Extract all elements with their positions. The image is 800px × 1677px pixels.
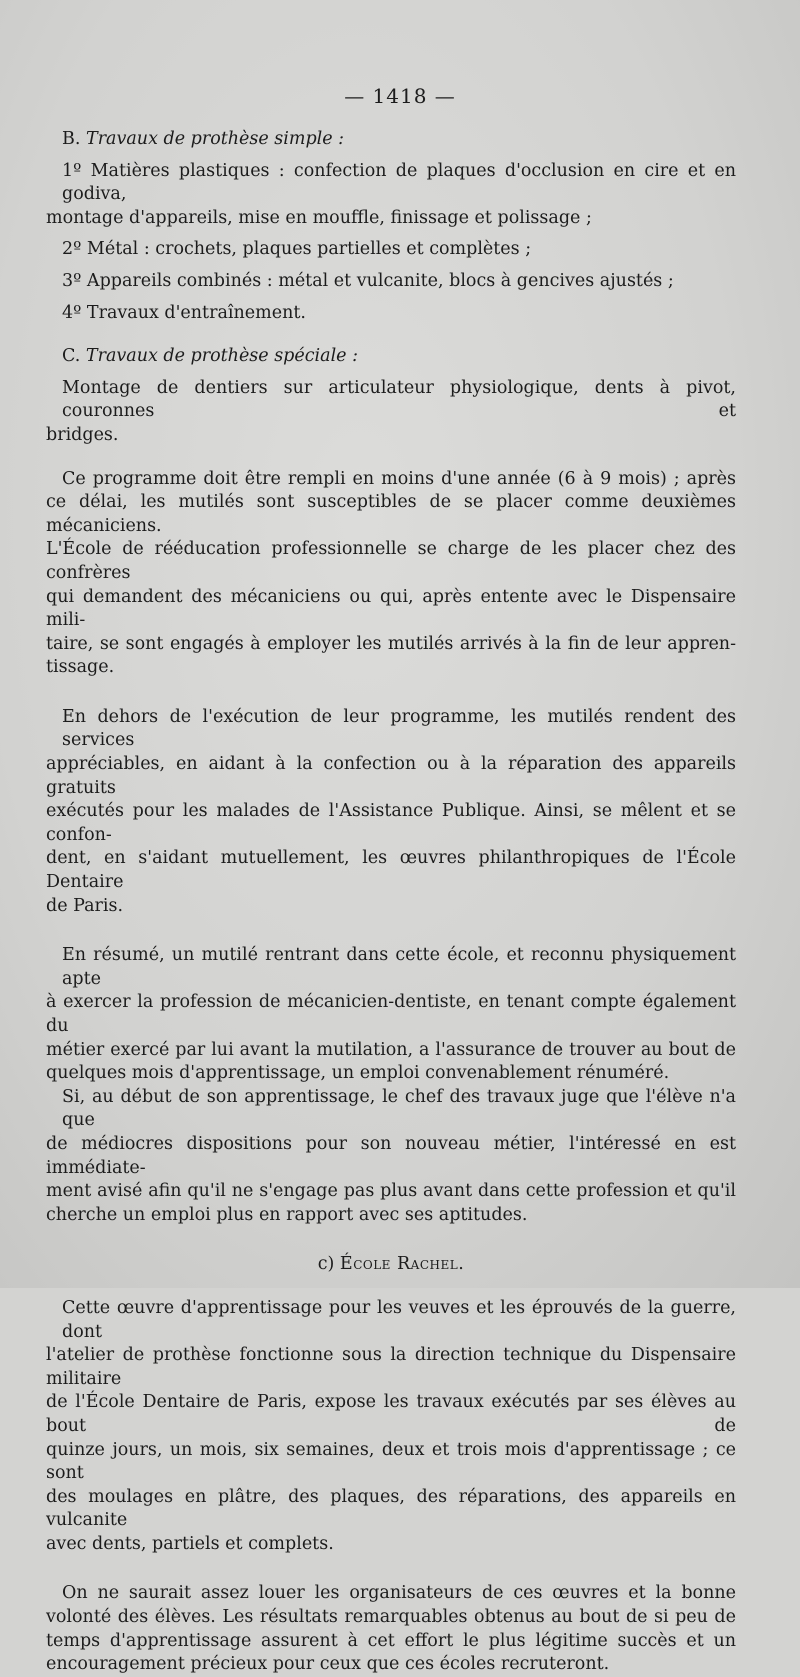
paragraph-line: métier exercé par lui avant la mutilation, a l'assurance de trouver au bout de <box>46 1039 736 1060</box>
page-number: — 1418 — <box>344 84 456 108</box>
paragraph-line: bridges. <box>46 424 119 445</box>
paragraph-services <box>46 706 736 918</box>
paragraph-line: taire, se sont engagés à employer les mutilés arrivés à la fin de leur appren- <box>46 633 736 654</box>
paragraph-line: ce délai, les mutilés sont susceptibles de se placer comme deuxièmes mécaniciens. <box>46 492 736 536</box>
paragraph-line: En dehors de l'exécution de leur programme, les mutilés rendent des services <box>62 706 736 751</box>
section-c-label: C. <box>62 346 81 367</box>
paragraph-line: appréciables, en aidant à la confection ou à la réparation des appareils gratuits <box>46 754 736 798</box>
list-item: 4º Travaux d'entraînement. <box>62 302 306 323</box>
paragraph-line: volonté des élèves. Les résultats remarquables obtenus au bout de si peu de <box>46 1607 736 1628</box>
paragraph-line: à exercer la profession de mécanicien-dentiste, en tenant compte également du <box>46 992 736 1036</box>
paragraph-line: quelques mois d'apprentissage, un emploi convenablement rénuméré. <box>46 1063 670 1084</box>
paragraph-aptitude <box>46 1086 736 1228</box>
section-b-label: B. <box>62 129 81 149</box>
paragraph-line: de l'École Dentaire de Paris, expose les travaux exécutés par ses élèves au bout de <box>46 1392 736 1436</box>
list-item: 1º Matières plastiques : confection de plaques d'occlusion en cire et en godiva, <box>62 160 736 205</box>
paragraph-line: de Paris. <box>46 895 124 916</box>
paragraph-line: temps d'apprentissage assurent à cet effort le plus légitime succès et un <box>46 1630 736 1651</box>
paragraph-line: des moulages en plâtre, des plaques, des réparations, des appareils en vulcanite <box>46 1486 736 1531</box>
section-b-list <box>46 160 736 326</box>
paragraph-line: qui demandent des mécaniciens ou qui, après entente avec le Dispensaire mili- <box>46 586 736 631</box>
paragraph-summary <box>46 944 736 1086</box>
paragraph-line: Ce programme doit être rempli en moins d'une année (6 à 9 mois) ; après <box>62 468 736 489</box>
section-c-heading <box>46 345 736 369</box>
paragraph-line: L'École de rééducation professionnelle se charge de les placer chez des confrères <box>46 539 736 583</box>
paragraph-line: En résumé, un mutilé rentrant dans cette école, et reconnu physiquement apte <box>62 945 736 989</box>
list-item-continuation: montage d'appareils, mise en mouffle, finissage et polissage ; <box>46 207 592 228</box>
paragraph-line: On ne saurait assez louer les organisateurs de ces œuvres et la bonne <box>62 1583 736 1604</box>
paragraph-line: dent, en s'aidant mutuellement, les œuvres philanthropiques de l'École Dentaire <box>46 848 736 893</box>
section-b-title: Travaux de prothèse simple : <box>86 129 345 149</box>
paragraph-line: Si, au début de son apprentissage, le chef des travaux juge que l'élève n'a que <box>62 1086 736 1131</box>
list-item: 3º Appareils combinés : métal et vulcanite, blocs à gencives ajustés ; <box>62 270 674 291</box>
paragraph-line: Montage de dentiers sur articulateur physiologique, dents à pivot, couronnes et <box>62 377 736 422</box>
paragraph-line: ment avisé afin qu'il ne s'engage pas plus avant dans cette profession et qu'il <box>46 1181 736 1202</box>
list-item: 2º Métal : crochets, plaques partielles et complètes ; <box>62 239 532 260</box>
section-c-paragraph <box>46 377 736 448</box>
section-b-heading <box>46 128 736 152</box>
paragraph-line: quinze jours, un mois, six semaines, deux et trois mois d'apprentissage ; ce sont <box>46 1439 736 1484</box>
paragraph-program <box>46 468 736 680</box>
paragraph-line: encouragement précieux pour ceux que ces écoles recruteront. <box>46 1654 610 1675</box>
paragraph-line: l'atelier de prothèse fonctionne sous la direction technique du Dispensaire militaire <box>46 1345 736 1389</box>
paragraph-line: avec dents, partiels et complets. <box>46 1533 334 1554</box>
paragraph-line: tissage. <box>46 657 115 678</box>
section-rachel-heading <box>46 1253 736 1277</box>
paragraph-conclusion <box>46 1582 736 1676</box>
section-rachel-title: École Rachel. <box>339 1254 465 1275</box>
paragraph-line: de médiocres dispositions pour son nouveau métier, l'intéressé en est immédiate- <box>46 1133 736 1178</box>
paragraph-line: exécutés pour les malades de l'Assistance Publique. Ainsi, se mêlent et se confon- <box>46 801 736 845</box>
paragraph-line: Cette œuvre d'apprentissage pour les veuves et les éprouvés de la guerre, dont <box>62 1297 736 1342</box>
paragraph-rachel <box>46 1297 736 1557</box>
section-rachel-label: c) <box>317 1254 335 1275</box>
section-c-title: Travaux de prothèse spéciale : <box>85 346 358 367</box>
paragraph-line: cherche un emploi plus en rapport avec ses aptitudes. <box>46 1204 528 1225</box>
